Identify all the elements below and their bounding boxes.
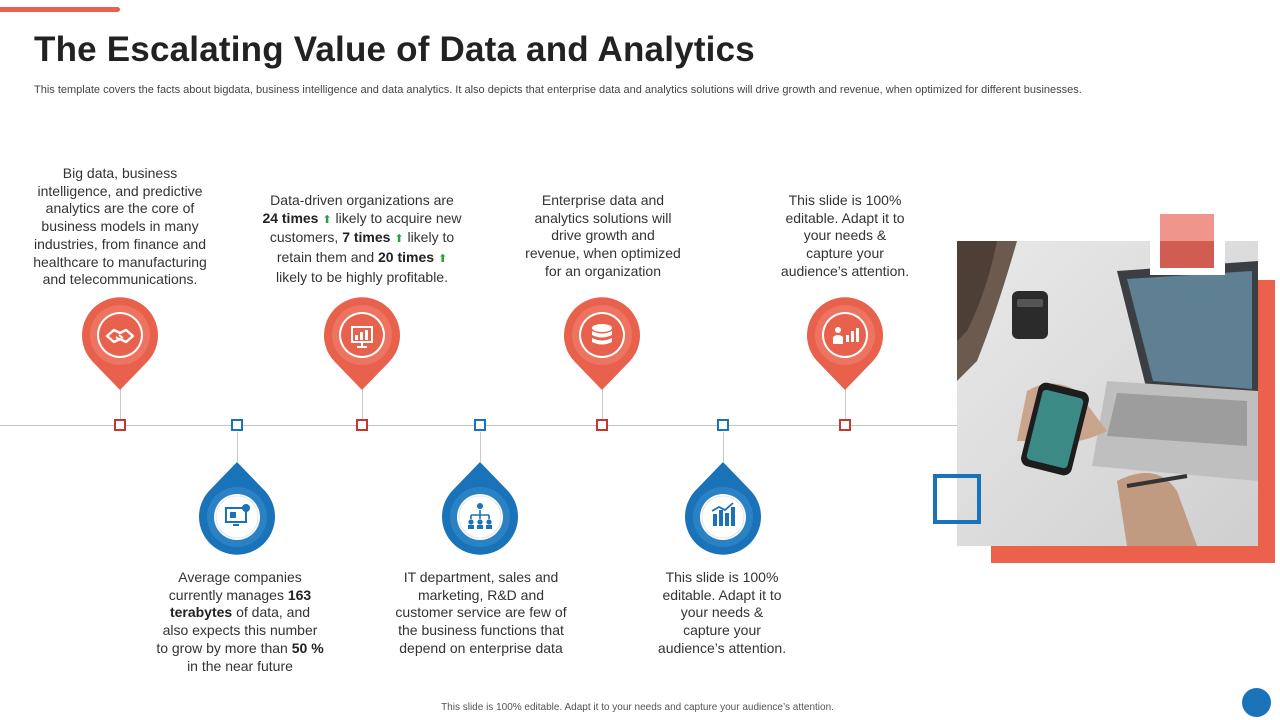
- fact-text-2: Data-driven organizations are 24 times ⬆ likely to acquire new customers, 7 times ⬆ likely to retain them and 20 times ⬆ likely to be highly profitable.: [262, 192, 462, 285]
- connector: [602, 389, 603, 419]
- pin-marker-4: [807, 297, 883, 390]
- timeline-node: [717, 419, 729, 431]
- analyst-chart-icon: [827, 318, 863, 354]
- decorative-corner-square: [1150, 208, 1225, 275]
- fact-text-4: This slide is 100% editable. Adapt it to your needs & capture your audience’s attention.: [780, 192, 910, 279]
- connector: [723, 432, 724, 462]
- connector: [120, 389, 121, 419]
- timeline-node: [596, 419, 608, 431]
- slide-title: The Escalating Value of Data and Analytics: [34, 30, 755, 69]
- pin-marker-1: [82, 297, 158, 390]
- timeline-node: [839, 419, 851, 431]
- pin-marker-3: [564, 297, 640, 390]
- drop-marker-1: [199, 462, 275, 555]
- fact-text-1: Big data, business intelligence, and predictive analytics are the core of business models in many industries, from finance and healthcare to manufacturing and telecommunications.: [33, 165, 207, 288]
- fact-text-6: IT department, sales and marketing, R&D and customer service are few of the business functions that depend on enterprise data: [395, 569, 567, 656]
- connector: [480, 432, 481, 462]
- accent-bar: [0, 7, 120, 12]
- decorative-blue-square: [933, 474, 981, 524]
- drop-marker-3: [685, 462, 761, 555]
- timeline-node: [474, 419, 486, 431]
- presentation-chart-icon: [344, 318, 380, 354]
- timeline-node: [231, 419, 243, 431]
- handshake-icon: [102, 318, 138, 354]
- monitor-analytics-icon: [219, 498, 255, 534]
- laptop-phone-photo: [957, 241, 1258, 546]
- connector: [845, 389, 846, 419]
- drop-marker-2: [442, 462, 518, 555]
- org-chart-icon: [462, 498, 498, 534]
- timeline-node: [114, 419, 126, 431]
- slide-footer: This slide is 100% editable. Adapt it to your needs and capture your audience’s attention.: [441, 702, 834, 713]
- connector: [362, 389, 363, 419]
- database-icon: [584, 318, 620, 354]
- up-arrow-icon: ⬆: [394, 233, 404, 246]
- fact-text-3: Enterprise data and analytics solutions will drive growth and revenue, when optimized for an organization: [525, 192, 681, 279]
- decorative-square-shade: [1160, 241, 1214, 268]
- connector: [237, 432, 238, 462]
- up-arrow-icon: ⬆: [437, 253, 448, 266]
- bar-trend-icon: [705, 498, 741, 534]
- fact-text-5: Average companies currently manages 163 terabytes of data, and also expects this number to grow by more than 50 % in the near future: [156, 569, 324, 674]
- up-arrow-icon: ⬆: [322, 213, 332, 226]
- page-indicator-dot: [1242, 688, 1271, 717]
- pin-marker-2: [324, 297, 400, 390]
- timeline-node: [356, 419, 368, 431]
- slide-subtitle: This template covers the facts about bigdata, business intelligence and data analytics. It also depicts that enterprise data and analytics solutions will drive growth and revenue, when optimized for different businesses.: [34, 84, 1082, 96]
- fact-text-7: This slide is 100% editable. Adapt it to your needs & capture your audience’s attention.: [657, 569, 787, 656]
